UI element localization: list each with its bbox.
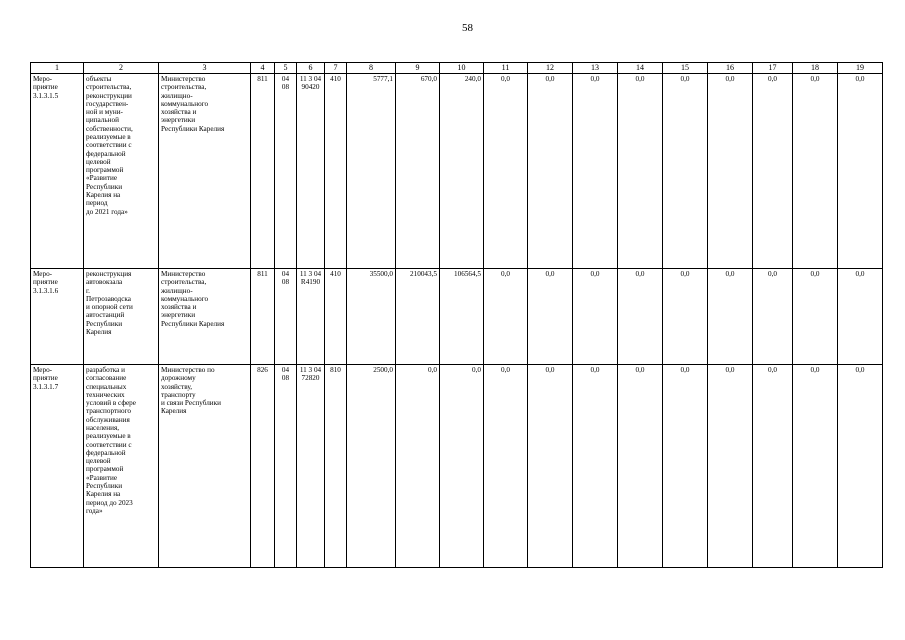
value-cell: 0,0 bbox=[484, 74, 528, 269]
section-code-cell: 04 08 bbox=[275, 74, 297, 269]
section-code-cell: 04 08 bbox=[275, 269, 297, 365]
column-header: 8 bbox=[347, 63, 396, 74]
value-cell: 670,0 bbox=[396, 74, 440, 269]
value-cell: 0,0 bbox=[528, 74, 573, 269]
table-row bbox=[31, 74, 883, 269]
column-header: 19 bbox=[838, 63, 883, 74]
section-code-cell: 04 08 bbox=[275, 365, 297, 568]
value-cell: 0,0 bbox=[528, 269, 573, 365]
activity-code-cell: Меро- приятие 3.1.3.1.6 bbox=[31, 269, 84, 365]
column-header: 12 bbox=[528, 63, 573, 74]
column-header: 15 bbox=[663, 63, 708, 74]
value-cell: 210043,5 bbox=[396, 269, 440, 365]
page-number: 58 bbox=[462, 22, 473, 34]
value-cell: 0,0 bbox=[793, 269, 838, 365]
column-header: 4 bbox=[251, 63, 275, 74]
grbs-code-cell: 826 bbox=[251, 365, 275, 568]
activity-code-cell: Меро- приятие 3.1.3.1.7 bbox=[31, 365, 84, 568]
column-header: 7 bbox=[325, 63, 347, 74]
value-cell: 0,0 bbox=[708, 269, 753, 365]
value-cell: 0,0 bbox=[708, 74, 753, 269]
value-cell: 240,0 bbox=[440, 74, 484, 269]
expense-type-cell: 410 bbox=[325, 74, 347, 269]
header-row bbox=[31, 63, 883, 74]
activity-name-cell: объекты строительства, реконструкции государствен- ной и муни- ципальной собственности, реализуемые в соответствии с федеральной целевой программой «Развитие Республики Карелия на период до 2021 года» bbox=[84, 74, 159, 269]
column-header: 3 bbox=[159, 63, 251, 74]
column-header: 13 bbox=[573, 63, 618, 74]
value-cell: 0,0 bbox=[753, 74, 793, 269]
value-cell: 0,0 bbox=[838, 74, 883, 269]
value-cell: 0,0 bbox=[573, 269, 618, 365]
value-cell: 0,0 bbox=[573, 365, 618, 568]
value-cell: 0,0 bbox=[663, 74, 708, 269]
value-cell: 0,0 bbox=[663, 269, 708, 365]
value-cell: 0,0 bbox=[663, 365, 708, 568]
expense-type-cell: 410 bbox=[325, 269, 347, 365]
column-header: 6 bbox=[297, 63, 325, 74]
executor-cell: Министерство по дорожному хозяйству, транспорту и связи Республики Карелия bbox=[159, 365, 251, 568]
target-article-cell: 11 3 04 R4190 bbox=[297, 269, 325, 365]
executor-cell: Министерство строительства, жилищно- коммунального хозяйства и энергетики Республики Карелия bbox=[159, 74, 251, 269]
value-cell: 0,0 bbox=[838, 269, 883, 365]
table-row bbox=[31, 269, 883, 365]
value-cell: 0,0 bbox=[793, 74, 838, 269]
value-cell: 0,0 bbox=[753, 269, 793, 365]
value-cell: 2500,0 bbox=[347, 365, 396, 568]
column-header: 5 bbox=[275, 63, 297, 74]
grbs-code-cell: 811 bbox=[251, 269, 275, 365]
value-cell: 35500,0 bbox=[347, 269, 396, 365]
column-header: 10 bbox=[440, 63, 484, 74]
column-header: 16 bbox=[708, 63, 753, 74]
value-cell: 0,0 bbox=[573, 74, 618, 269]
value-cell: 0,0 bbox=[396, 365, 440, 568]
value-cell: 0,0 bbox=[618, 365, 663, 568]
target-article-cell: 11 3 04 72820 bbox=[297, 365, 325, 568]
grbs-code-cell: 811 bbox=[251, 74, 275, 269]
column-header: 11 bbox=[484, 63, 528, 74]
value-cell: 106564,5 bbox=[440, 269, 484, 365]
value-cell: 0,0 bbox=[618, 269, 663, 365]
column-header: 18 bbox=[793, 63, 838, 74]
value-cell: 0,0 bbox=[838, 365, 883, 568]
budget-table bbox=[30, 62, 883, 568]
column-header: 1 bbox=[31, 63, 84, 74]
value-cell: 0,0 bbox=[440, 365, 484, 568]
expense-type-cell: 810 bbox=[325, 365, 347, 568]
target-article-cell: 11 3 04 90420 bbox=[297, 74, 325, 269]
column-header: 9 bbox=[396, 63, 440, 74]
value-cell: 0,0 bbox=[528, 365, 573, 568]
column-header: 2 bbox=[84, 63, 159, 74]
activity-name-cell: реконструкция автовокзала г. Петрозаводска и опорной сети автостанций Республики Карелия bbox=[84, 269, 159, 365]
table-row bbox=[31, 365, 883, 568]
value-cell: 0,0 bbox=[793, 365, 838, 568]
executor-cell: Министерство строительства, жилищно- коммунального хозяйства и энергетики Республики Карелия bbox=[159, 269, 251, 365]
value-cell: 0,0 bbox=[484, 365, 528, 568]
activity-code-cell: Меро- приятие 3.1.3.1.5 bbox=[31, 74, 84, 269]
value-cell: 0,0 bbox=[484, 269, 528, 365]
activity-name-cell: разработка и согласование специальных технических условий в сфере транспортного обслуживания населения, реализуемые в соответствии с федеральной целевой программой «Развитие Республики Карелия на период до 2023 года» bbox=[84, 365, 159, 568]
value-cell: 0,0 bbox=[708, 365, 753, 568]
column-header: 17 bbox=[753, 63, 793, 74]
column-header: 14 bbox=[618, 63, 663, 74]
value-cell: 5777,1 bbox=[347, 74, 396, 269]
value-cell: 0,0 bbox=[618, 74, 663, 269]
value-cell: 0,0 bbox=[753, 365, 793, 568]
